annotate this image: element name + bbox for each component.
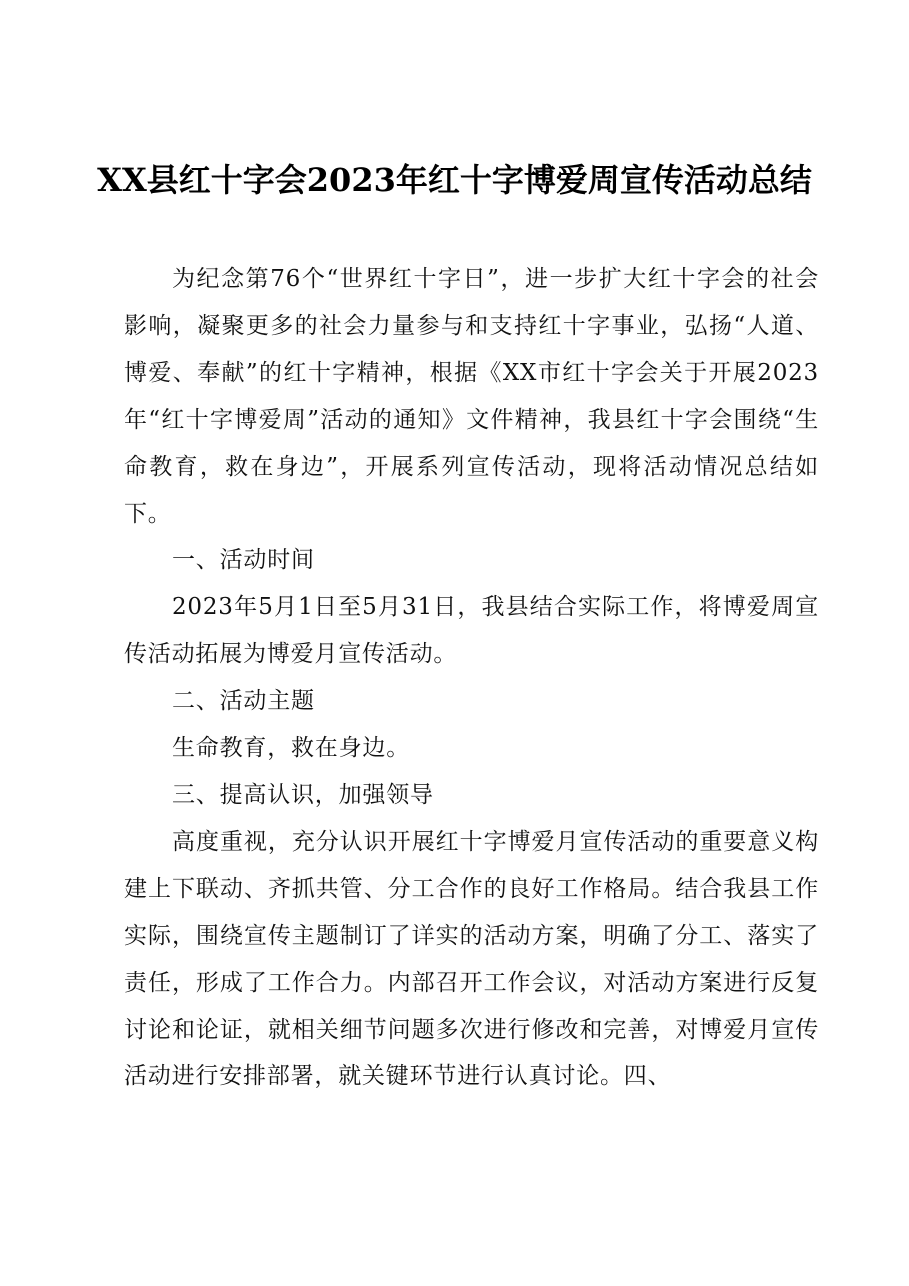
section-heading-activity-theme: 二、活动主题 bbox=[172, 688, 315, 715]
section-heading-leadership: 三、提高认识，加强领导 bbox=[172, 781, 434, 808]
section-heading-activity-time: 一、活动时间 bbox=[172, 547, 315, 574]
activity-theme-paragraph: 生命教育，救在身边。 bbox=[172, 735, 410, 762]
activity-time-paragraph: 2023年5月1日至5月31日，我县结合实际工作，将博爱周宣传活动拓展为博爱月宣传活动。 bbox=[124, 594, 819, 668]
intro-paragraph: 为纪念第76个“世界红十字日”，进一步扩大红十字会的社会影响，凝聚更多的社会力量参与和支持红十字事业，弘扬“人道、博爱、奉献”的红十字精神，根据《XX市红十字会关于开展2023年“红十字博爱周”活动的通知》文件精神，我县红十字会围绕“生命教育，救在身边”，开展系列宣传活动，现将活动情况总结如下。 bbox=[124, 266, 819, 527]
document-title: XX县红十字会2023年红十字博爱周宣传活动总结 bbox=[97, 161, 812, 199]
document-body bbox=[124, 256, 819, 1100]
leadership-paragraph: 高度重视，充分认识开展红十字博爱月宣传活动的重要意义构建上下联动、齐抓共管、分工合作的良好工作格局。结合我县工作实际，围绕宣传主题制订了详实的活动方案，明确了分工、落实了责任，形成了工作合力。内部召开工作会议，对活动方案进行反复讨论和论证，就相关细节问题多次进行修改和完善，对博爱月宣传活动进行安排部署，就关键环节进行认真讨论。四、 bbox=[124, 828, 819, 1090]
